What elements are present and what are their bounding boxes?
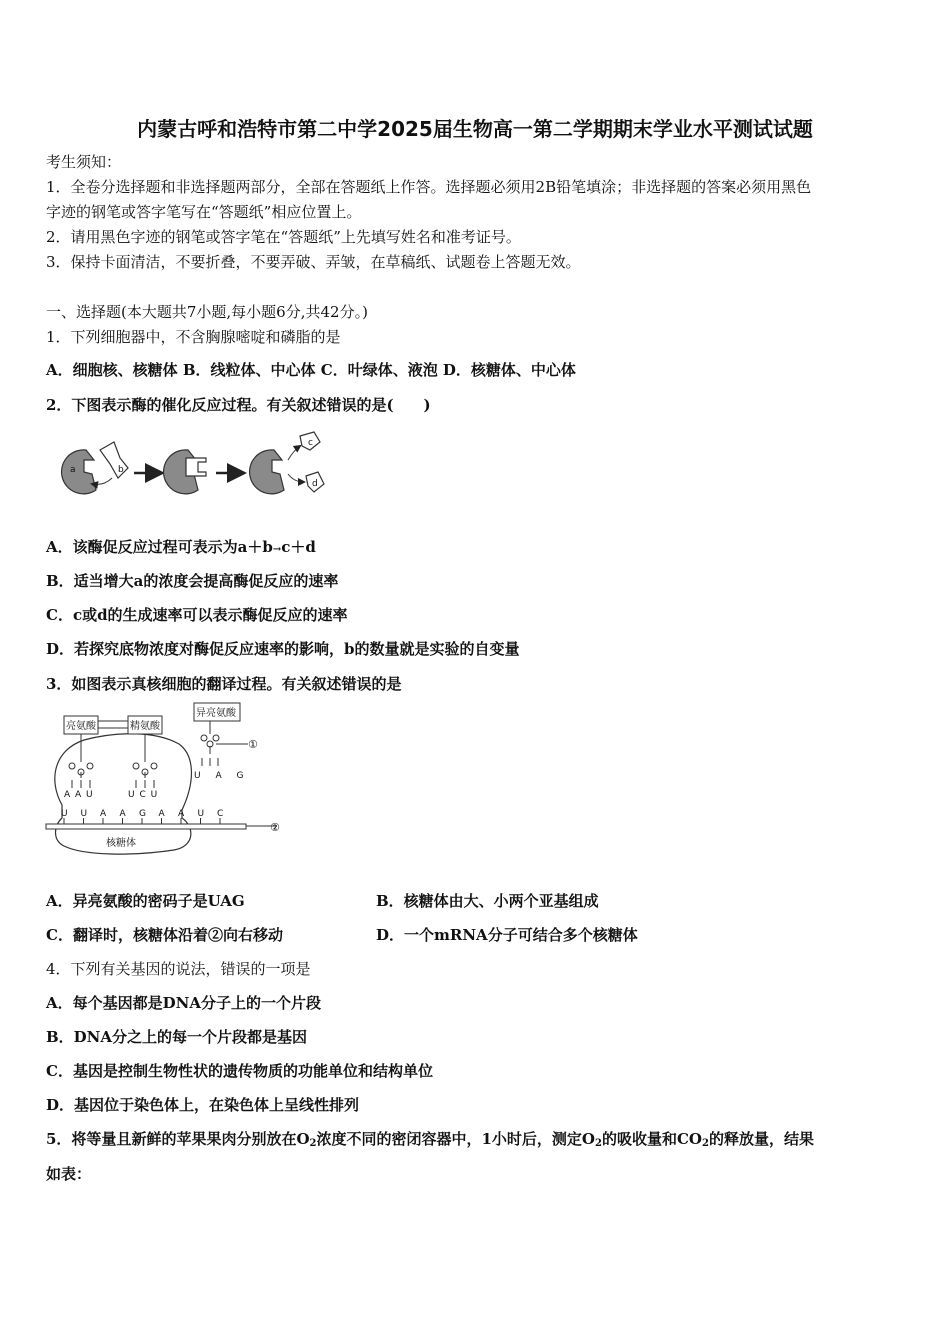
q2-option-c: C．c或d的生成速率可以表示酶促反应的速率 (46, 606, 348, 624)
mark-1: ① (248, 738, 258, 751)
enzyme-reaction-diagram (56, 428, 336, 503)
mrna-base: U (197, 809, 205, 819)
mrna-base: A (119, 809, 126, 819)
mrna-strand (46, 824, 246, 829)
trna-2 (133, 734, 157, 788)
section-heading: 一、选择题(本大题共7小题,每小题6分,共42分。) (46, 303, 368, 321)
mrna-base: U (80, 809, 88, 819)
q3-option-a: A．异亮氨酸的密码子是UAG (46, 892, 245, 910)
mrna-base: G (139, 809, 146, 819)
trna-1 (69, 734, 93, 788)
notice-item-3: 3．保持卡面清洁，不要折叠，不要弄破、弄皱，在草稿纸、试题卷上答题无效。 (46, 253, 581, 271)
label-a: a (70, 465, 76, 475)
anticodon-1: A A U (64, 790, 94, 800)
q3-option-c: C．翻译时，核糖体沿着②向右移动 (46, 926, 283, 944)
q2-option-d: D．若探究底物浓度对酶促反应速率的影响，b的数量就是实验的自变量 (46, 640, 520, 658)
label-c: c (308, 438, 313, 448)
anticodon-2: U C U (128, 790, 159, 800)
mark-2: ② (270, 821, 280, 834)
notice-item-1-cont: 字迹的钢笔或答字笔写在“答题纸”相应位置上。 (46, 203, 362, 221)
exam-title: 内蒙古呼和浩特市第二中学2025届生物高一第二学期期末学业水平测试试题 (137, 117, 813, 141)
q2-option-b: B．适当增大a的浓度会提高酶促反应的速率 (46, 572, 339, 590)
mrna-base: A (178, 809, 185, 819)
q4-option-a: A．每个基因都是DNA分子上的一个片段 (46, 994, 321, 1012)
q4-option-d: D．基因位于染色体上，在染色体上呈线性排列 (46, 1096, 360, 1114)
trna-3 (201, 721, 248, 766)
notice-heading: 考生须知： (46, 153, 122, 171)
enzyme-released (250, 450, 284, 494)
label-d: d (312, 479, 318, 489)
mrna-bases (61, 809, 223, 824)
anticodon-3: U A G (194, 771, 250, 781)
q4-option-c: C．基因是控制生物性状的遗传物质的功能单位和结构单位 (46, 1062, 433, 1080)
ribosome-label: 核糖体 (106, 838, 136, 849)
label-b: b (118, 465, 124, 475)
translation-diagram (44, 700, 294, 860)
q2-option-a: A．该酶促反应过程可表示为a＋b→c＋d (46, 538, 316, 556)
q3-stem: 3．如图表示真核细胞的翻译过程。有关叙述错误的是 (46, 675, 402, 693)
amino-acid-3: 异亮氨酸 (196, 708, 236, 719)
enzyme-a (62, 450, 96, 494)
q5-stem-cont: 如表： (46, 1165, 92, 1183)
q3-option-b: B．核糖体由大、小两个亚基组成 (376, 892, 599, 910)
notice-item-1: 1．全卷分选择题和非选择题两部分，全部在答题纸上作答。选择题必须用2B铅笔填涂；非选择题的答案必须用黑色 (46, 178, 812, 196)
substrate-b (100, 442, 128, 478)
q4-stem: 4．下列有关基因的说法，错误的一项是 (46, 960, 311, 978)
mrna-base: A (100, 809, 107, 819)
q1-stem: 1．下列细胞器中，不含胸腺嘧啶和磷脂的是 (46, 328, 341, 346)
amino-acid-1: 亮氨酸 (66, 721, 96, 732)
q5-stem: 5．将等量且新鲜的苹果果肉分别放在$O_2$浓度不同的密闭容器中，1小时后，测定$O_2$的吸收量和$CO_2$的释放量，结果 (46, 1130, 814, 1149)
notice-item-2: 2．请用黑色字迹的钢笔或答字笔在“答题纸”上先填写姓名和准考证号。 (46, 228, 521, 246)
amino-acid-2: 精氨酸 (130, 721, 160, 732)
q4-option-b: B．DNA分之上的每一个片段都是基因 (46, 1028, 308, 1046)
mrna-base: A (158, 809, 165, 819)
q1-options: A．细胞核、核糖体 B．线粒体、中心体 C．叶绿体、液泡 D．核糖体、中心体 (46, 361, 576, 379)
peptide-bond (98, 721, 128, 728)
mrna-base: U (61, 809, 68, 819)
mrna-base: C (217, 809, 224, 819)
q3-option-d: D．一个mRNA分子可结合多个核糖体 (376, 926, 638, 944)
q2-stem: 2．下图表示酶的催化反应过程。有关叙述错误的是( ) (46, 396, 431, 414)
